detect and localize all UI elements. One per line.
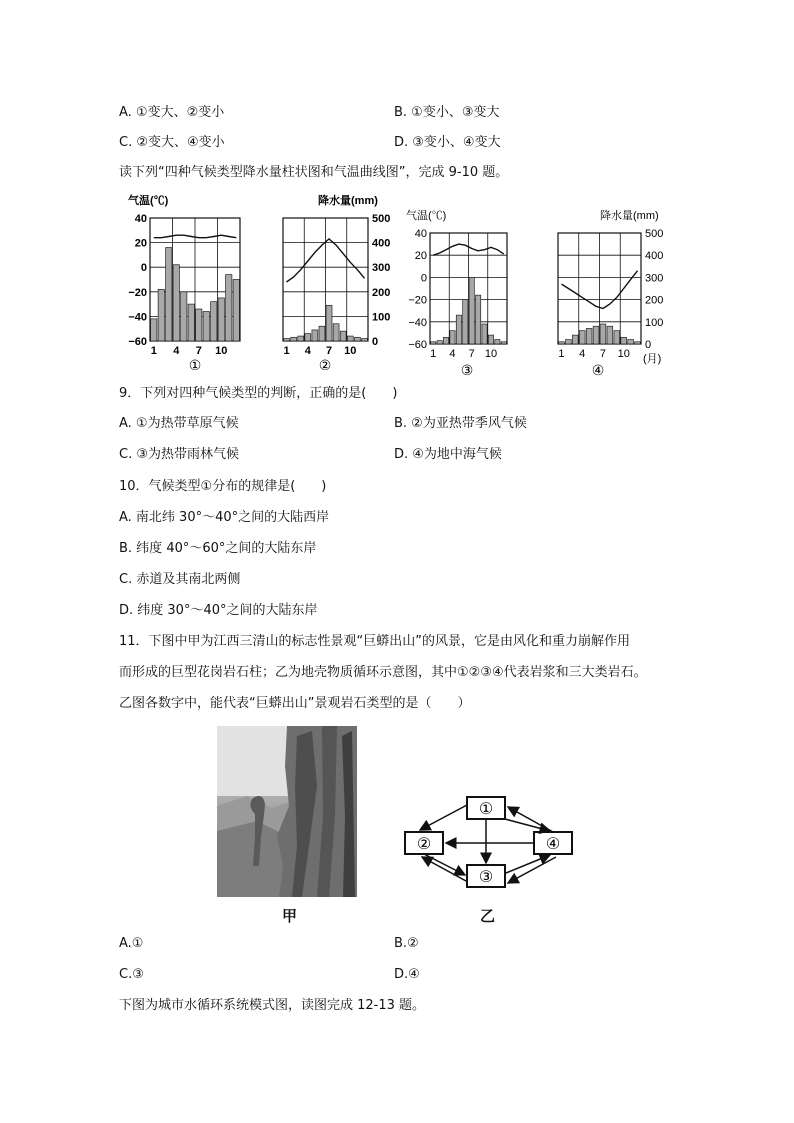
node-4-box: [534, 832, 572, 854]
temp-tick-label: −20: [408, 294, 427, 307]
climate-chart-4: [548, 205, 678, 380]
precip-bar: [203, 311, 209, 341]
month-tick-label: 4: [173, 345, 180, 357]
precip-bar: [456, 315, 461, 344]
temp-tick-label: 40: [414, 228, 427, 240]
q9-option-a: A. ①为热带草原气候: [119, 416, 239, 431]
month-tick-label: 1: [150, 345, 157, 357]
precip-bar: [482, 324, 487, 344]
month-tick-label: 10: [215, 345, 228, 357]
temp-axis-label: 气温(℃): [128, 195, 169, 207]
precip-bar: [488, 335, 493, 344]
precip-bar: [166, 248, 172, 341]
precip-tick-label: 400: [645, 250, 664, 263]
precip-bar: [495, 340, 500, 344]
precip-bar: [188, 304, 194, 341]
month-tick-label: 4: [449, 348, 456, 360]
q9-option-d: D. ④为地中海气候: [394, 447, 502, 462]
precip-tick-label: 100: [372, 311, 391, 324]
q11-option-d: D.④: [394, 967, 420, 982]
month-tick-label: 1: [558, 348, 565, 360]
q11-stem-line3: 乙图各数字中，能代表“巨蟒出山”景观岩石类型的是（ ）: [119, 696, 471, 711]
precip-bar: [158, 289, 164, 341]
precip-bar: [476, 295, 481, 344]
intro-9-10: 读下列“四种气候类型降水量柱状图和气温曲线图”，完成 9-10 题。: [119, 165, 509, 180]
month-unit-label: (月): [643, 353, 662, 365]
precip-axis-label: 降水量(mm): [318, 195, 378, 207]
precip-bar: [326, 305, 332, 341]
chart-caption: ②: [318, 357, 332, 370]
precip-bar: [621, 337, 627, 344]
precip-bar: [635, 342, 641, 344]
q9-option-b: B. ②为亚热带季风气候: [394, 416, 527, 431]
chart-caption: ①: [188, 357, 202, 370]
precip-bar: [600, 324, 606, 344]
precip-bar: [218, 298, 224, 341]
precip-bar: [305, 334, 311, 341]
q9-option-c: C. ③为热带雨林气候: [119, 447, 239, 462]
q9-stem: 9．下列对四种气候类型的判断，正确的是( ): [119, 386, 398, 401]
precip-bar: [347, 336, 353, 341]
precip-bar: [312, 330, 318, 341]
month-tick-label: 10: [617, 348, 630, 360]
precip-axis-label: 降水量(mm): [600, 210, 659, 222]
temp-tick-label: 0: [140, 262, 147, 275]
precip-bar: [469, 277, 474, 344]
month-tick-label: 7: [599, 348, 607, 360]
month-tick-label: 7: [325, 345, 333, 357]
q8-option-a: A. ①变大、②变小: [119, 105, 225, 120]
precip-bar: [614, 331, 620, 344]
precip-tick-label: 300: [645, 272, 664, 285]
precip-bar: [173, 265, 179, 341]
precip-bar: [607, 326, 613, 344]
precip-tick-label: 200: [372, 286, 391, 299]
rock-cycle-diagram: [400, 795, 580, 895]
precip-tick-label: 400: [372, 237, 391, 250]
precip-bar: [298, 336, 304, 341]
temp-tick-label: −20: [128, 286, 147, 299]
month-tick-label: 7: [468, 348, 475, 360]
temp-axis-label: 气温(℃): [406, 210, 447, 222]
precip-tick-label: 0: [372, 336, 379, 348]
node-3-label: ③: [478, 869, 494, 886]
precip-bar: [593, 326, 599, 344]
q8-option-c: C. ②变大、④变小: [119, 135, 225, 150]
precip-bar: [333, 324, 339, 341]
node-2-label: ②: [416, 836, 432, 853]
month-tick-label: 1: [430, 348, 437, 360]
precip-tick-label: 0: [645, 339, 652, 351]
temp-tick-label: −60: [408, 339, 427, 351]
precip-bar: [233, 280, 239, 342]
node-1-box: [467, 797, 505, 819]
temp-tick-label: 20: [414, 250, 427, 263]
precip-bar: [463, 300, 468, 344]
precip-bar: [181, 292, 187, 341]
precip-bar: [559, 342, 565, 344]
climate-chart-1: [124, 190, 254, 370]
month-tick-label: 4: [304, 345, 311, 357]
node-1-label: ①: [478, 801, 494, 818]
precip-bar: [586, 328, 592, 344]
precip-bar: [437, 341, 442, 344]
precip-bar: [579, 331, 585, 344]
temp-tick-label: 40: [134, 213, 147, 225]
q11-stem-line1: 11．下图中甲为江西三清山的标志性景观“巨蟒出山”的风景，它是由风化和重力崩解作用: [119, 634, 631, 649]
chart-caption: ④: [591, 362, 605, 378]
chart-caption: ③: [460, 362, 474, 378]
month-tick-label: 10: [344, 345, 357, 357]
precip-bar: [340, 331, 346, 341]
precip-bar: [226, 275, 232, 341]
node-2-box: [405, 832, 443, 854]
temp-tick-label: −40: [408, 316, 427, 329]
precip-bar: [196, 309, 202, 341]
precip-bar: [362, 339, 368, 341]
intro-12-13: 下图为城市水循环系统模式图，读图完成 12-13 题。: [119, 998, 426, 1013]
precip-bar: [291, 337, 297, 341]
precip-bar: [354, 337, 360, 341]
precip-bar: [450, 331, 455, 344]
q11-option-c: C.③: [119, 967, 144, 982]
precip-tick-label: 500: [645, 228, 664, 240]
q8-option-d: D. ③变小、④变大: [394, 135, 501, 150]
precip-bar: [151, 319, 157, 341]
precip-bar: [443, 337, 448, 344]
precip-bar: [211, 302, 217, 341]
precip-bar: [319, 326, 325, 341]
rock-pillar-image: [217, 726, 357, 897]
climate-chart-2: [268, 190, 398, 370]
month-tick-label: 1: [283, 345, 290, 357]
q11-option-b: B.②: [394, 936, 419, 951]
q11-stem-line2: 而形成的巨型花岗岩石柱；乙为地壳物质循环示意图，其中①②③④代表岩浆和三大类岩石。: [119, 665, 647, 680]
temp-tick-label: 20: [134, 237, 147, 250]
precip-tick-label: 300: [372, 262, 391, 275]
precip-bar: [566, 340, 572, 344]
month-tick-label: 10: [484, 348, 498, 360]
q8-option-b: B. ①变小、③变大: [394, 105, 500, 120]
precip-bar: [501, 342, 506, 344]
node-3-box: [467, 865, 505, 887]
label-yi: 乙: [480, 907, 496, 925]
precip-tick-label: 500: [372, 213, 391, 225]
precip-bar: [431, 342, 436, 344]
q10-option-d: D. 纬度 30°～40°之间的大陆东岸: [119, 603, 318, 618]
node-4-label: ④: [545, 836, 561, 853]
climate-chart-3: [400, 205, 520, 380]
temp-tick-label: 0: [420, 272, 427, 285]
precip-bar: [572, 335, 578, 344]
rock-pillar-photo: [217, 726, 357, 897]
q10-option-b: B. 纬度 40°～60°之间的大陆东岸: [119, 541, 317, 556]
temp-tick-label: −40: [128, 311, 147, 324]
q10-option-c: C. 赤道及其南北两侧: [119, 572, 241, 587]
label-jia: 甲: [282, 907, 298, 925]
precip-bar: [628, 340, 634, 344]
precip-tick-label: 100: [645, 316, 664, 329]
temp-tick-label: −60: [128, 336, 147, 348]
q11-option-a: A.①: [119, 936, 144, 951]
precip-bar: [284, 339, 290, 341]
q10-option-a: A. 南北纬 30°～40°之间的大陆西岸: [119, 510, 330, 525]
month-tick-label: 4: [579, 348, 586, 360]
precip-tick-label: 200: [645, 294, 664, 307]
month-tick-label: 7: [195, 345, 202, 357]
q10-stem: 10．气候类型①分布的规律是( ): [119, 479, 327, 494]
